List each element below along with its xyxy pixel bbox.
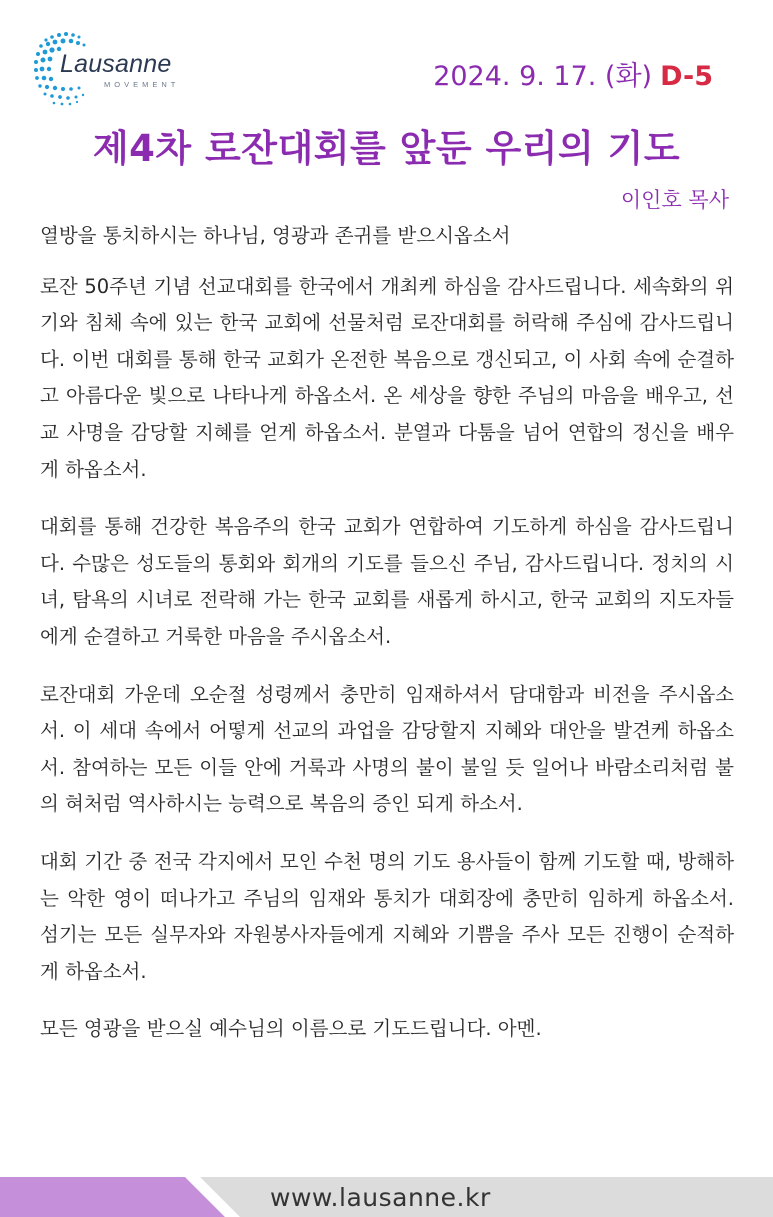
logo-tagline: MOVEMENT (104, 80, 180, 89)
date-text: 2024. 9. 17. (화) (433, 61, 653, 92)
lausanne-logo (32, 28, 202, 108)
logo-wordmark: Lausanne (60, 50, 172, 78)
date-header (433, 54, 713, 93)
website-link[interactable]: www.lausanne.kr (270, 1183, 491, 1212)
page-title: 제4차 로잔대회를 앞둔 우리의 기도 (92, 127, 681, 170)
prayer-body (40, 218, 734, 1069)
paragraph: 대회 기간 중 전국 각지에서 모인 수천 명의 기도 용사들이 함께 기도할 때, 방해하는 악한 영이 떠나가고 주님의 임재와 통치가 대회장에 충만히 임하게 하옵소서. 섬기는 모든 실무자와 자원봉사자들에게 지혜와 기쁨을 주사 모든 진행이 순적하게 하옵소서. (40, 849, 734, 983)
dday-badge: D-5 (660, 61, 713, 92)
paragraph: 로잔대회 가운데 오순절 성령께서 충만히 임재하셔서 담대함과 비전을 주시옵소서. 이 세대 속에서 어떻게 선교의 과업을 감당할지 지혜와 대안을 발견케 하옵소서. 참여하는 모든 이들 안에 거룩과 사명의 불이 불일 듯 일어나 바람소리처럼 불의 혀처럼 역사하시는 능력으로 복음의 증인 되게 하소서. (40, 682, 734, 816)
paragraph: 대회를 통해 건강한 복음주의 한국 교회가 연합하여 기도하게 하심을 감사드립니다. 수많은 성도들의 통회와 회개의 기도를 들으신 주님, 감사드립니다. 정치의 시녀, 탐욕의 시녀로 전락해 가는 한국 교회를 새롭게 하시고, 한국 교회의 지도자들에게 순결하고 거룩한 마음을 주시옵소서. (40, 515, 734, 648)
paragraph-salutation: 열방을 통치하시는 하나님, 영광과 존귀를 받으시옵소서 (40, 224, 511, 247)
paragraph: 로잔 50주년 기념 선교대회를 한국에서 개최케 하심을 감사드립니다. 세속화의 위기와 침체 속에 있는 한국 교회에 선물처럼 로잔대회를 허락해 주심에 감사드립니다. 이번 대회를 통해 한국 교회가 온전한 복음으로 갱신되고, 이 사회 속에 순결하고 아름다운 빛으로 나타나게 하옵소서. 온 세상을 향한 주님의 마음을 배우고, 선교 사명을 감당할 지혜를 얻게 하옵소서. 분열과 다툼을 넘어 연합의 정신을 배우게 하옵소서. (40, 274, 734, 481)
paragraph-closing: 모든 영광을 받으실 예수님의 이름으로 기도드립니다. 아멘. (40, 1017, 542, 1041)
footer-bar (0, 1177, 773, 1217)
author-name: 이인호 목사 (620, 188, 729, 212)
